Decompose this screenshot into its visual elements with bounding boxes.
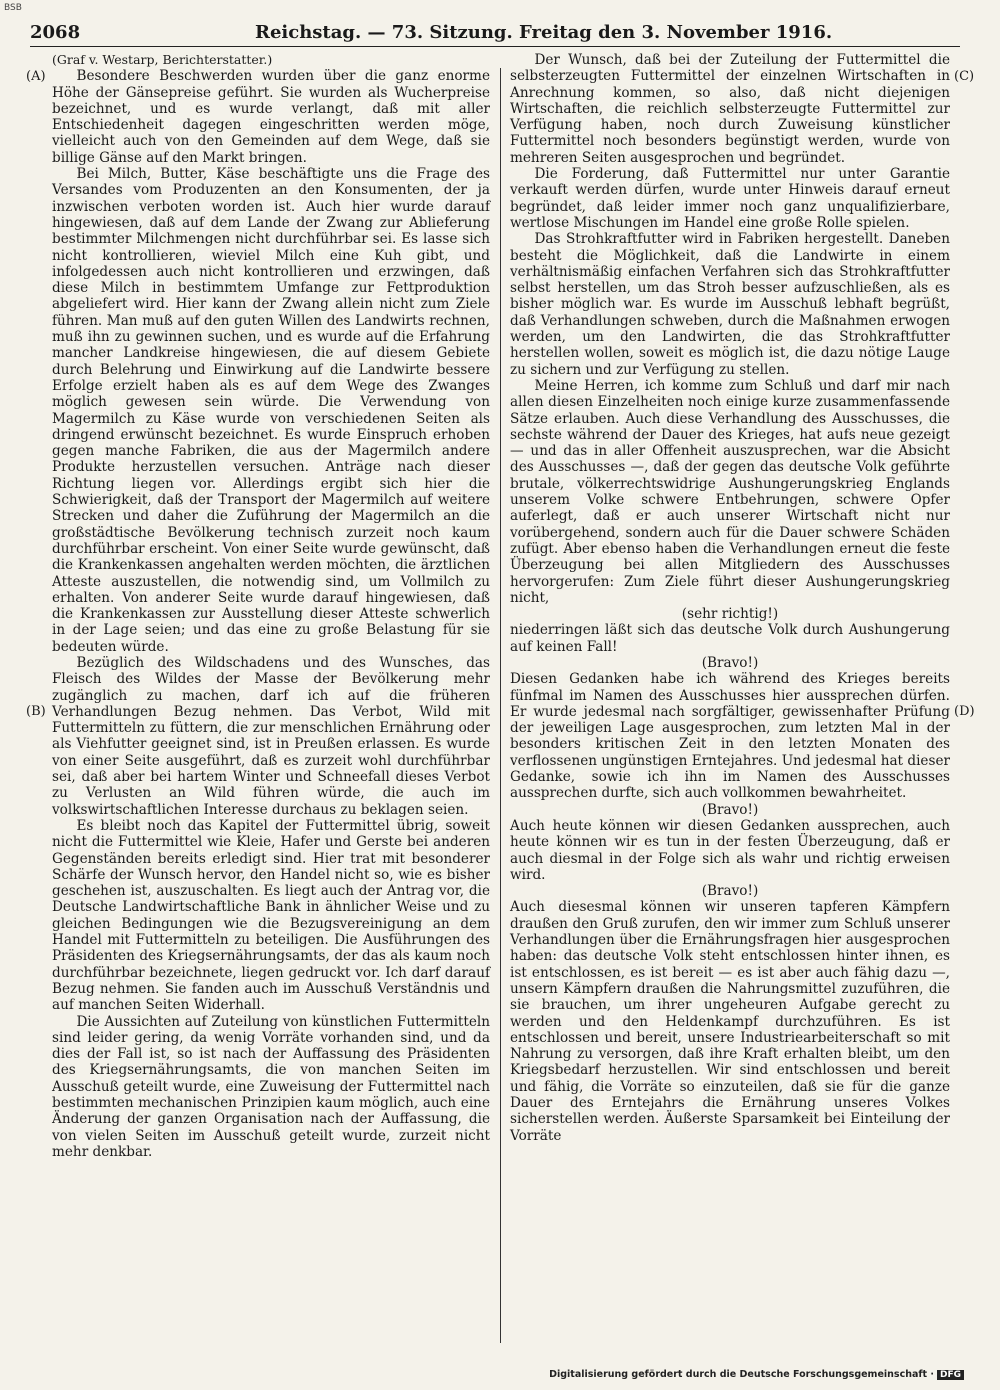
paragraph: Das Strohkraftfutter wird in Fabriken hergestellt. Daneben besteht die Möglichkeit, daß die Landwirte in einem verhältnismäßig einfachen Verfahren sich das Strohkraftfutter selbst herstellen, um das Stroh besser aufzuschließen, als es bisher möglich war. Es wurde im Ausschuß lebhaft begrüßt, daß Verhandlungen schweben, durch die Maßnahmen erwogen werden, um den Landwirten, die das Strohkraftfutter herstellen wollen, soweit es möglich ist, die dazu nötige Lauge zu sichern und zur Verfügung zu stellen. (510, 231, 950, 378)
library-stamp: BSB (4, 3, 22, 13)
right-column (510, 52, 950, 1144)
page-title: Reichstag. — 73. Sitzung. Freitag den 3. November 1916. (255, 22, 833, 43)
paragraph: Die Forderung, daß Futtermittel nur unter Garantie verkauft werden dürfen, wurde unter Hinweis darauf erneut begründet, daß leider immer noch ganz unqualifizierbare, wertlose Mischungen im Handel eine große Rolle spielen. (510, 166, 950, 231)
page-header (30, 22, 960, 48)
paragraph: Auch diesesmal können wir unseren tapferen Kämpfern draußen den Gruß zurufen, den wir immer zum Schluß unserer Verhandlungen über die Ernährungsfragen hier ausgesprochen haben: das deutsche Volk steht entschlossen hinter ihnen, es ist entschlossen, es ist bereit — es ist aber auch fähig dazu —, unsern Kämpfern draußen die Nahrungsmittel zuzuführen, die sie brauchen, um ihrer ungeheuren Aufgabe gerecht zu werden und den Heldenkampf durchzuführen. Es ist entschlossen und bereit, unsere Industriearbeiterschaft so mit Nahrung zu versorgen, daß ihre Kraft erhalten bleibt, um den Kriegsbedarf herzustellen. Wir sind entschlossen und bereit und fähig, die Vorräte so einzuteilen, daß sie für die ganze Dauer des Erntejahrs die Ernährung unseres Volkes sicherstellen werden. Äußerste Sparsamkeit bei Einteilung der Vorräte (510, 899, 950, 1144)
interjection: (Bravo!) (701, 654, 759, 671)
paragraph: Es bleibt noch das Kapitel der Futtermittel übrig, soweit nicht die Futtermittel wie Kleie, Hafer und Gerste bei anderen Gegenständen bereits erledigt sind. Hier trat mit besonderer Schärfe der Wunsch hervor, den Handel nicht so, wie es bisher geschehen ist, auszuschalten. Es liegt auch der Antrag vor, die Deutsche Landwirtschaftliche Bank in ähnlicher Weise und zu gleichen Bedingungen wie die Bezugsvereinigung an dem Handel mit Futtermitteln zu beteiligen. Die Ausführungen des Präsidenten des Kriegsernährungsamts, der das als kaum noch durchführbar bezeichnete, liegen gedruckt vor. Ich darf darauf Bezug nehmen. Sie fanden auch im Ausschuß Verständnis und auf manchen Seiten Widerhall. (52, 817, 490, 1014)
margin-marker-a: (A) (26, 69, 46, 84)
header-rule (30, 46, 960, 47)
left-column (52, 52, 490, 1160)
interjection: (Bravo!) (701, 801, 759, 818)
interjection: (sehr richtig!) (681, 606, 779, 623)
footer-text: Digitalisierung gefördert durch die Deutsche Forschungsgemeinschaft · (549, 1369, 934, 1380)
paragraph: Der Wunsch, daß bei der Zuteilung der Futtermittel die selbsterzeugten Futtermittel der einzelnen Wirtschaften in Anrechnung kommen, so also, daß nicht diejenigen Wirtschaften, die reichlich selbsterzeugte Futtermittel zur Verfügung haben, noch durch Zuweisung künstlicher Futtermittel noch besonders begünstigt werden, wurde von mehreren Seiten ausgesprochen und begründet. (510, 52, 950, 166)
page-number: 2068 (30, 22, 81, 43)
dfg-logo: DFG (937, 1370, 964, 1380)
speaker-attribution: (Graf v. Westarp, Berichterstatter.) (52, 52, 273, 67)
paragraph: Die Aussichten auf Zuteilung von künstlichen Futtermitteln sind leider gering, da wenig Vorräte vorhanden sind, und da dies der Fall ist, so ist nach der Auffassung des Präsidenten des Kriegsernährungsamts, die von manchen Seiten im Ausschuß geteilt wurde, eine Zuweisung der Futtermittel nach bestimmten mechanischen Prinzipien kaum möglich, auch eine Änderung der ganzen Organisation nach der Auffassung, die von vielen Seiten im Ausschuß geteilt wurde, zurzeit nicht mehr denkbar. (52, 1013, 490, 1160)
paragraph: Meine Herren, ich komme zum Schluß und darf mir nach allen diesen Einzelheiten noch einige kurze zusammenfassende Sätze erlauben. Auch diese Verhandlung des Ausschusses, die sechste während der Dauer des Krieges, hat aufs neue gezeigt — und das in aller Offenheit auszusprechen, war die Absicht des Ausschusses —, daß der gegen das deutsche Volk geführte brutale, völkerrechtswidrige Aushungerungskrieg Englands unserem Volke schwere Entbehrungen, schwere Opfer auferlegt, daß er auch unserer Wirtschaft nicht nur vorübergehend, sondern auch für die Dauer schwere Schäden zufügt. Aber ebenso haben die Verhandlungen erneut die feste Überzeugung bei allen Mitgliedern des Ausschusses hervorgerufen: Zum Ziele führt dieser Aushungerungskrieg nicht, (510, 377, 950, 606)
paragraph: Besondere Beschwerden wurden über die ganz enorme Höhe der Gänsepreise geführt. Sie wurden als Wucherpreise bezeichnet, und es wurde verlangt, daß mit aller Entschiedenheit dagegen eingeschritten werden möge, vielleicht auch von den Gemeinden auf dem Wege, daß sie billige Gänse auf den Markt bringen. (52, 68, 490, 166)
margin-marker-d: (D) (954, 704, 975, 719)
interjection: (Bravo!) (701, 883, 759, 900)
column-divider (500, 68, 501, 1343)
paragraph: Diesen Gedanken habe ich während des Krieges bereits fünfmal im Namen des Ausschusses hier aussprechen dürfen. Er wurde jedesmal nach sorgfältiger, gewissenhafter Prüfung der jeweiligen Lage ausgesprochen, zum letzten Mal in der besonders kritischen Zeit in den letzten Monaten des verflossenen ungünstigen Erntejahres. Und jedesmal hat dieser Gedanke, sowie ich ihn im Namen des Ausschusses aussprechen durfte, sich auch vollkommen bewahrheitet. (510, 671, 950, 802)
digitization-footer (549, 1369, 964, 1380)
paragraph: Bezüglich des Wildschadens und des Wunsches, das Fleisch des Wildes der Masse der Bevölkerung mehr zugänglich zu machen, darf ich auf die früheren Verhandlungen Bezug nehmen. Das Verbot, Wild mit Futtermitteln zu füttern, die zur menschlichen Ernährung oder als Viehfutter geeignet sind, ist in Preußen erlassen. Es wurde von einer Seite ausgeführt, daß es zurzeit wohl durchführbar sei, daß aber bei hartem Winter und Schneefall dieses Verbot zu Verlusten an Wild führen würde, die auch im volkswirtschaftlichen Interesse durchaus zu beklagen seien. (52, 654, 490, 818)
margin-marker-c: (C) (954, 69, 975, 84)
paragraph: Auch heute können wir diesen Gedanken aussprechen, auch heute können wir es tun in der festen Überzeugung, daß er auch diesmal in der Folge sich als wahr und richtig erweisen wird. (510, 817, 950, 883)
paragraph: niederringen läßt sich das deutsche Volk durch Aushungerung auf keinen Fall! (510, 622, 950, 655)
paragraph: Bei Milch, Butter, Käse beschäftigte uns die Frage des Versandes vom Produzenten an den Konsumenten, der ja inzwischen verboten worden ist. Auch hier wurde darauf hingewiesen, daß auf dem Lande der Zwang zur Ablieferung bestimmter Milchmengen nicht durchführbar sei. Es lasse sich nicht kontrollieren, wieviel Milch eine Kuh gibt, und infolgedessen auch nicht kontrollieren und erzwingen, daß diese Milch in bestimmtem Umfange zur Fettproduktion abgeliefert wird. Hier kann der Zwang allein nicht zum Ziele führen. Man muß auf den guten Willen des Landwirts rechnen, muß ihn zu gewinnen suchen, und es wurde auf die Erfahrung mancher Landkreise hingewiesen, die auf diesem Gebiete durch Belehrung und Einwirkung auf die Landwirte bessere Erfolge erzielt haben als es auf dem Wege des Zwanges möglich gewesen sein würde. Die Verwendung von Magermilch zu Käse wurde von verschiedenen Seiten als dringend erwünscht bezeichnet. Es wurde Einspruch erhoben gegen manche Fabriken, die aus der Magermilch andere Produkte herzustellen versuchen. Anträge nach dieser Richtung liegen vor. Allerdings ergibt sich hier die Schwierigkeit, daß der Transport der Magermilch auf weitere Strecken und daher die Zuführung der Magermilch an die großstädtische Bevölkerung technisch zurzeit noch kaum durchführbar erscheint. Von einer Seite wurde gewünscht, daß die Krankenkassen angehalten werden möchten, die ärztlichen Atteste auszustellen, die notwendig sind, um Vollmilch zu erhalten. Von anderer Seite wurde darauf hingewiesen, daß die Krankenkassen zur Ausstellung dieser Atteste schwerlich in der Lage seien; und das eine zu große Belastung für sie bedeuten würde. (52, 166, 490, 655)
margin-marker-b: (B) (26, 704, 46, 719)
